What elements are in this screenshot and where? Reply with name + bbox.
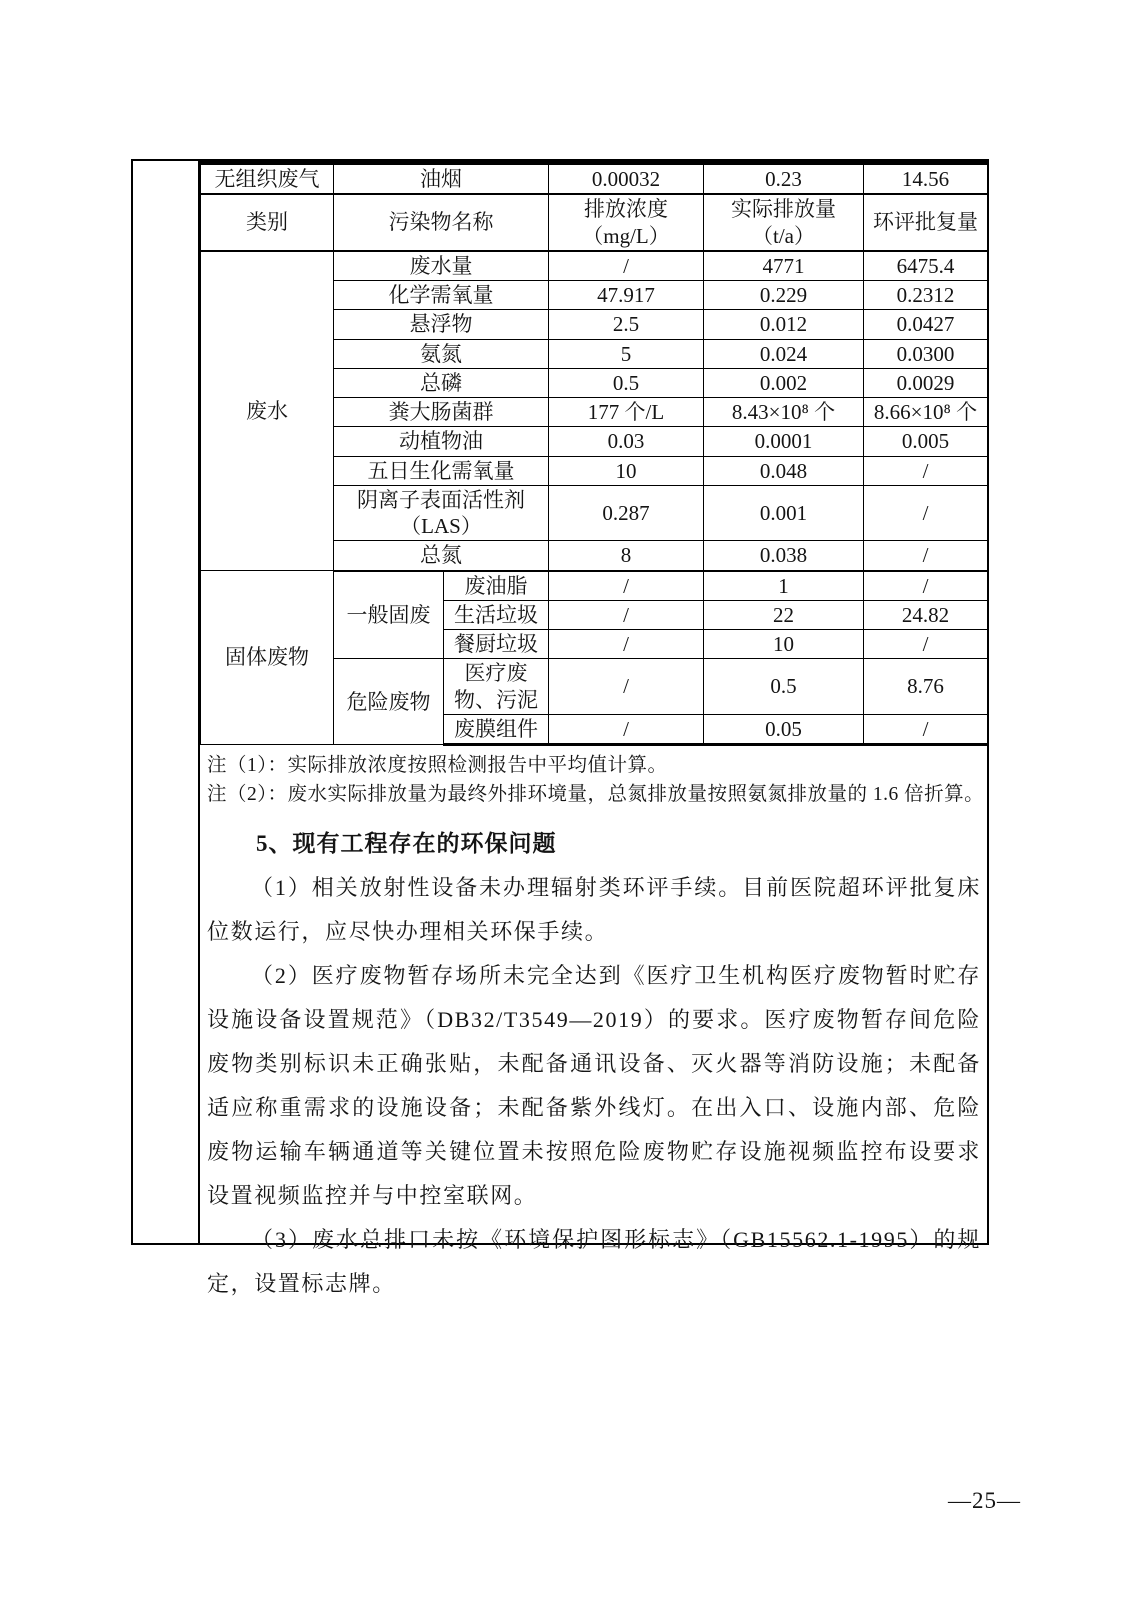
cell-actual: 0.229	[704, 281, 864, 310]
form-left-margin-cell	[133, 161, 200, 1243]
cell-actual: 0.0001	[704, 427, 864, 456]
cell-concentration: /	[549, 600, 704, 629]
section-heading: 5、现有工程存在的环保问题	[256, 831, 557, 856]
table-row	[201, 251, 988, 281]
pollutant-emission-table	[200, 161, 988, 746]
cell-approved: 14.56	[864, 163, 988, 194]
paragraph-2: （2）医疗废物暂存场所未完全达到《医疗卫生机构医疗废物暂时贮存设施设备设置规范》（DB32/T3549—2019）的要求。医疗废物暂存间危险废物类别标识未正确张贴，未配备通讯设备、灭火器等消防设施；未配备适应称重需求的设施设备；未配备紫外线灯。在出入口、设施内部、危险废物运输车辆通道等关键位置未按照危险废物贮存设施视频监控布设要求设置视频监控并与中控室联网。	[207, 963, 981, 1208]
cell-category-wastewater: 废水	[201, 251, 334, 571]
cell-concentration: 0.5	[549, 368, 704, 397]
note-1: 注（1）：实际排放浓度按照检测报告中平均值计算。	[207, 755, 668, 776]
cell-actual: 22	[704, 600, 864, 629]
cell-group-general: 一般固废	[334, 571, 444, 659]
cell-approved: 0.0427	[864, 310, 988, 339]
header-concentration	[549, 194, 704, 251]
cell-actual: 4771	[704, 251, 864, 281]
cell-actual: 0.048	[704, 456, 864, 485]
cell-pollutant-name: 废油脂	[444, 571, 549, 601]
cell-approved: 8.66×10⁸ 个	[864, 398, 988, 427]
form-content-cell	[200, 161, 987, 1296]
cell-concentration: /	[549, 714, 704, 744]
cell-approved: /	[864, 571, 988, 601]
cell-group-hazardous: 危险废物	[334, 659, 444, 745]
cell-pollutant-name: 生活垃圾	[444, 600, 549, 629]
cell-pollutant-name: 废膜组件	[444, 714, 549, 744]
cell-pollutant-name: 废水量	[334, 251, 549, 281]
cell-pollutant-name: 化学需氧量	[334, 281, 549, 310]
table-notes	[200, 746, 987, 809]
cell-pollutant-name: 悬浮物	[334, 310, 549, 339]
cell-actual: 1	[704, 571, 864, 601]
header-actual-line2: （t/a）	[752, 223, 815, 248]
header-category: 类别	[201, 194, 334, 251]
cell-actual: 0.23	[704, 163, 864, 194]
cell-actual: 0.05	[704, 714, 864, 744]
table-row	[201, 163, 988, 194]
table-row	[201, 571, 988, 601]
cell-pollutant-name: 医疗废物、污泥	[444, 659, 549, 715]
cell-actual: 0.024	[704, 339, 864, 368]
note-2: 注（2）：废水实际排放量为最终外排环境量，总氮排放量按照氨氮排放量的 1.6 倍折算。	[207, 784, 985, 805]
cell-concentration: 0.287	[549, 485, 704, 541]
cell-concentration: /	[549, 630, 704, 659]
cell-approved: 0.0300	[864, 339, 988, 368]
cell-actual: 0.038	[704, 541, 864, 571]
cell-pollutant-name: 餐厨垃圾	[444, 630, 549, 659]
cell-concentration: /	[549, 659, 704, 715]
cell-approved: /	[864, 714, 988, 744]
cell-concentration: 8	[549, 541, 704, 571]
header-actual	[704, 194, 864, 251]
cell-concentration: 177 个/L	[549, 398, 704, 427]
cell-approved: 8.76	[864, 659, 988, 715]
cell-approved: 6475.4	[864, 251, 988, 281]
cell-concentration: 0.00032	[549, 163, 704, 194]
cell-approved: 0.2312	[864, 281, 988, 310]
cell-approved: /	[864, 630, 988, 659]
table-header-row	[201, 194, 988, 251]
header-concentration-line2: （mg/L）	[582, 223, 670, 248]
cell-approved: 0.0029	[864, 368, 988, 397]
cell-pollutant-name: 粪大肠菌群	[334, 398, 549, 427]
section-paragraphs	[200, 858, 987, 1306]
cell-pollutant-name: 油烟	[334, 163, 549, 194]
paragraph-1: （1）相关放射性设备未办理辐射类环评手续。目前医院超环评批复床位数运行，应尽快办理相关环保手续。	[207, 875, 981, 944]
cell-concentration: 10	[549, 456, 704, 485]
cell-concentration: /	[549, 571, 704, 601]
cell-actual: 0.012	[704, 310, 864, 339]
cell-pollutant-name: 动植物油	[334, 427, 549, 456]
cell-approved: /	[864, 541, 988, 571]
cell-pollutant-name: 五日生化需氧量	[334, 456, 549, 485]
page-number: —25—	[948, 1488, 1021, 1513]
header-concentration-line1: 排放浓度	[584, 197, 668, 222]
cell-approved: /	[864, 456, 988, 485]
cell-actual: 10	[704, 630, 864, 659]
cell-actual: 8.43×10⁸ 个	[704, 398, 864, 427]
header-pollutant-name: 污染物名称	[334, 194, 549, 251]
cell-actual: 0.5	[704, 659, 864, 715]
cell-concentration: 0.03	[549, 427, 704, 456]
cell-pollutant-name: 总磷	[334, 368, 549, 397]
cell-pollutant-name: 阴离子表面活性剂（LAS）	[334, 485, 549, 541]
cell-approved: 0.005	[864, 427, 988, 456]
header-approved: 环评批复量	[864, 194, 988, 251]
cell-pollutant-name: 总氮	[334, 541, 549, 571]
cell-concentration: 2.5	[549, 310, 704, 339]
cell-concentration: 47.917	[549, 281, 704, 310]
cell-actual: 0.001	[704, 485, 864, 541]
cell-approved: /	[864, 485, 988, 541]
cell-concentration: /	[549, 251, 704, 281]
header-actual-line1: 实际排放量	[731, 197, 836, 222]
cell-category-solid-waste: 固体废物	[201, 571, 334, 745]
cell-actual: 0.002	[704, 368, 864, 397]
cell-pollutant-name: 氨氮	[334, 339, 549, 368]
report-form-frame	[131, 159, 989, 1296]
cell-concentration: 5	[549, 339, 704, 368]
cell-approved: 24.82	[864, 600, 988, 629]
cell-category: 无组织废气	[201, 163, 334, 194]
paragraph-3: （3）废水总排口未按《环境保护图形标志》（GB15562.1-1995）的规定，设置标志牌。	[207, 1227, 981, 1296]
